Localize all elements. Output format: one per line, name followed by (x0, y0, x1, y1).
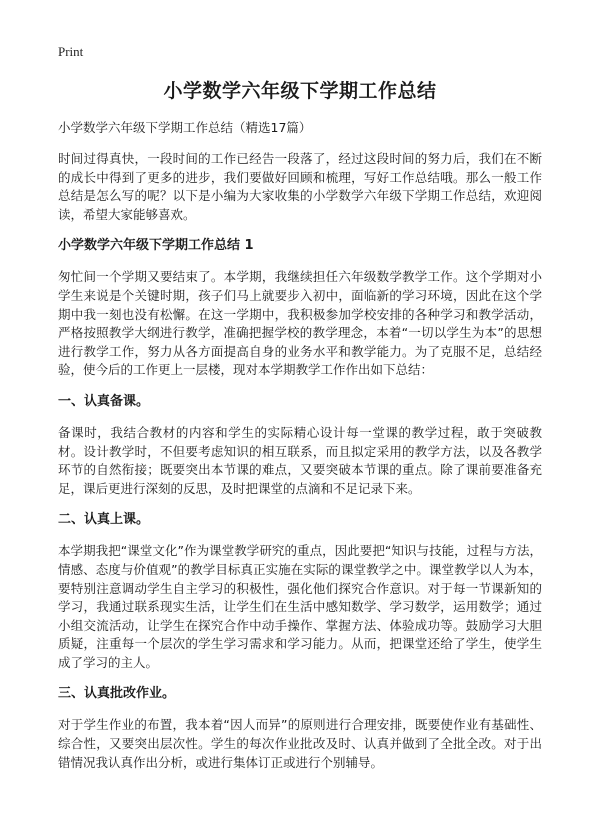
part-paragraph-prepare: 备课时，我结合教材的内容和学生的实际精心设计每一堂课的教学过程，敢于突破教材。设计教学时，不但要考虑知识的相互联系，而且拟定采用的教学方法，以及各教学环节的自然衔接；既要突出本节课的难点，又要突破本节课的重点。除了课前要准备充足，课后更进行深刻的反思，及时把课堂的点滴和不足记录下来。 (58, 424, 542, 496)
part-paragraph-homework: 对于学生作业的布置，我本着“因人而异”的原则进行合理安排，既要使作业有基础性、综合性，又要突出层次性。学生的每次作业批改及时、认真并做到了全批全改。对于出错情况我认真作出分析，或进行集体订正或进行个别辅导。 (58, 717, 542, 770)
part-heading-prepare: 一、认真备课。 (58, 393, 150, 409)
intro-paragraph: 时间过得真快，一段时间的工作已经告一段落了，经过这段时间的努力后，我们在不断的成长中得到了更多的进步，我们要做好回顾和梳理，写好工作总结哦。那么一般工作总结是怎么写的呢？以下是小编为大家收集的小学数学六年级下学期工作总结，欢迎阅读，希望大家能够喜欢。 (58, 151, 542, 222)
section-heading-1: 小学数学六年级下学期工作总结 1 (58, 238, 254, 254)
document-subtitle: 小学数学六年级下学期工作总结（精选17篇） (58, 120, 312, 135)
part-paragraph-teaching: 本学期我把“课堂文化”作为课堂教学研究的重点，因此要把“知识与技能，过程与方法，情感、态度与价值观”的教学目标真正实施在实际的课堂教学之中。课堂教学以人为本，要特别注意调动学生自主学习的积极性，强化他们探究合作意识。对于每一节课新知的学习，我通过联系现实生活，让学生们在生活中感知数学、学习数学，运用数学；通过小组交流活动，让学生在探究合作中动手操作、掌握方法、体验成功等。鼓励学习大胆质疑，注重每一个层次的学生学习需求和学习能力。从而，把课堂还给了学生，使学生成了学习的主人。 (58, 543, 542, 670)
page-title: 小学数学六年级下学期工作总结 (163, 80, 437, 102)
print-link[interactable]: Print (58, 44, 84, 59)
part-heading-teaching: 二、认真上课。 (58, 512, 150, 528)
section-paragraph-1: 匆忙间一个学期又要结束了。本学期，我继续担任六年级数学教学工作。这个学期对小学生来说是个关键时期，孩子们马上就要步入初中，面临新的学习环境，因此在这个学期中我一刻也没有松懈。在这一学期中，我积极参加学校安排的各种学习和教学活动，严格按照教学大纲进行教学，准确把握学校的教学理念，本着“一切以学生为本”的思想进行教学工作，努力从各方面提高自身的业务水平和教学能力。为了克服不足，总结经验，使今后的工作更上一层楼，现对本学期教学工作作出如下总结： (58, 269, 542, 378)
part-heading-homework: 三、认真批改作业。 (58, 686, 176, 702)
